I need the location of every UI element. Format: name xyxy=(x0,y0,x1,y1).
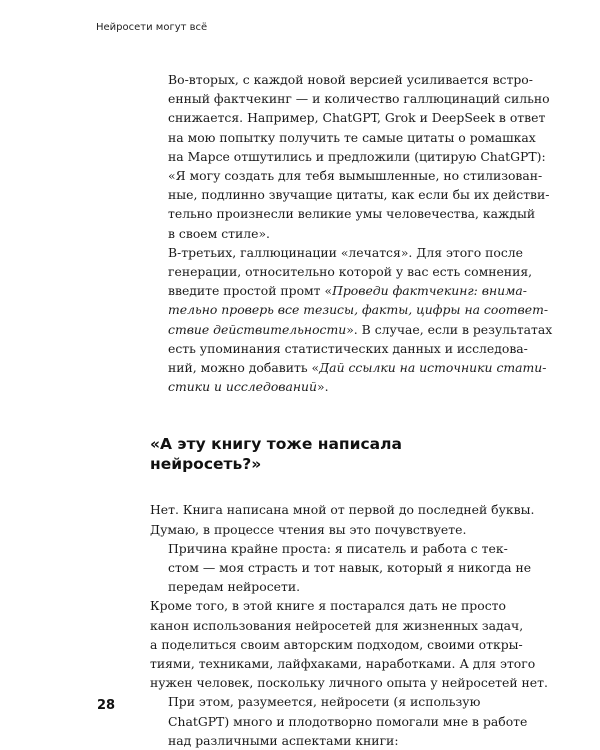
text-line: генерации, относительно которой у вас есть сомнения, xyxy=(168,264,533,280)
text-line xyxy=(150,320,553,339)
text-line: енный фактчекинг — и количество галлюцинаций сильно xyxy=(168,91,550,107)
paragraph-answer xyxy=(150,500,535,538)
prompt-text: ствие действительности xyxy=(168,321,347,337)
text-line: канон использования нейросетей для жизненных задач, xyxy=(150,617,524,633)
text-line: снижается. Например, ChatGPT, Grok и DeepSeek в ответ xyxy=(168,110,546,126)
paragraph-reason xyxy=(150,539,532,597)
text-line: тиями, техниками, лайфхаками, наработками. А для этого xyxy=(150,656,536,672)
text-line: тельно произнесли великие умы человечества, каждый xyxy=(168,206,536,222)
text-line: в своем стиле». xyxy=(168,225,270,241)
text-line: на Марсе отшутились и предложили (цитирую ChatGPT): xyxy=(168,148,546,164)
text-line: Во-вторых, с каждой новой версией усиливается встро- xyxy=(168,72,533,87)
text-line: Думаю, в процессе чтения вы это почувствуете. xyxy=(150,521,467,537)
text-line: При этом, разумеется, нейросети (я использую xyxy=(168,694,481,710)
text-line xyxy=(150,358,547,377)
text-line: а поделиться своим авторским подходом, своими откры- xyxy=(150,636,523,652)
text-run: ». xyxy=(317,379,329,395)
text-run: введите простой промт « xyxy=(168,283,333,299)
page-number: 28 xyxy=(97,698,116,713)
text-line: стом — моя страсть и тот навык, который я никогда не xyxy=(168,560,532,576)
prompt-text: тельно проверь все тезисы, факты, цифры на соответ- xyxy=(168,302,549,318)
prompt-text: стики и исследований xyxy=(168,379,318,395)
text-line xyxy=(150,281,527,300)
text-line: ChatGPT) много и плодотворно помогали мне в работе xyxy=(168,713,528,729)
running-header: Нейросети могут всё xyxy=(96,22,208,33)
paragraph-hallucination-cure xyxy=(150,243,553,397)
paragraph-approach xyxy=(150,596,548,692)
text-line: В-третьих, галлюцинации «лечатся». Для этого после xyxy=(168,244,523,260)
text-line: передам нейросети. xyxy=(168,579,301,595)
text-run: ний, можно добавить « xyxy=(168,360,320,376)
text-line: над различными аспектами книги: xyxy=(168,732,399,748)
text-line: на мою попытку получить те самые цитаты о ромашках xyxy=(168,129,536,145)
text-line: Кроме того, в этой книге я постарался дать не просто xyxy=(150,598,506,614)
prompt-text: Дай ссылки на источники стати- xyxy=(319,360,547,376)
text-line: нужен человек, поскольку личного опыта у нейросетей нет. xyxy=(150,675,548,691)
text-line: «Я могу создать для тебя вымышленные, но стилизован- xyxy=(168,168,543,184)
text-run: ». В случае, если в результатах xyxy=(346,321,553,337)
text-line: есть упоминания статистических данных и исследова- xyxy=(168,340,528,356)
section-heading: «А эту книгу тоже написала нейросеть?» xyxy=(150,435,402,474)
text-line: ные, подлинно звучащие цитаты, как если бы их действи- xyxy=(168,187,550,203)
text-line xyxy=(150,377,495,396)
page-body xyxy=(150,70,553,750)
text-line: Причина крайне проста: я писатель и работа с тек- xyxy=(168,540,508,556)
paragraph-ai-help xyxy=(150,692,528,750)
text-line: Нет. Книга написана мной от первой до последней буквы. xyxy=(150,502,535,518)
prompt-text: Проведи фактчекинг: внима- xyxy=(332,283,527,299)
paragraph-fact-checking xyxy=(150,70,550,243)
